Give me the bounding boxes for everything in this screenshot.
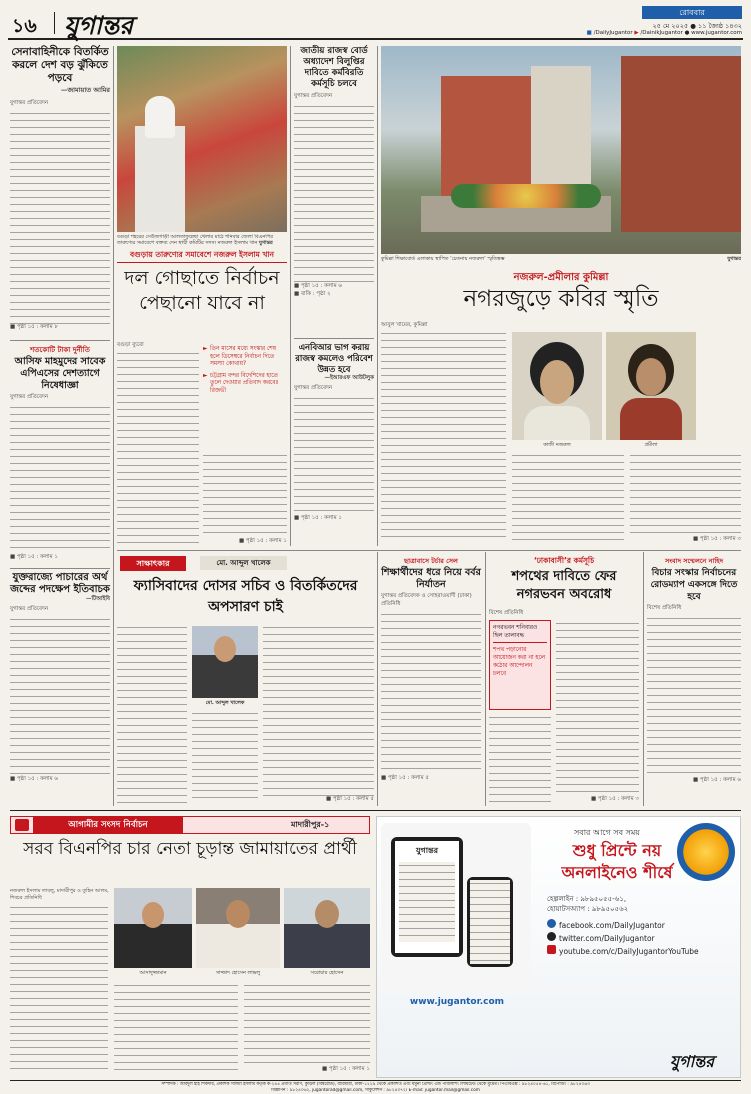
dhaka-highlight-box <box>489 620 551 710</box>
comilla-body-3 <box>630 452 741 534</box>
social-facebook[interactable]: /DailyJugantor <box>593 30 633 36</box>
interview-body-1 <box>117 624 187 804</box>
mid-story2 <box>294 342 374 546</box>
headline[interactable]: এনবিআর ভাগ করায় রাজস্ব কমলেও পরিবেশ উন্নত হবে <box>295 342 373 374</box>
divider <box>10 810 741 811</box>
bullet-1 <box>203 346 287 369</box>
dhaka-byline: বিশেষ প্রতিনিধি <box>489 610 524 616</box>
ad-tablet <box>391 837 463 957</box>
comilla-continued: ■ পৃষ্ঠা ১৫ : কলাম ৩ <box>692 536 741 542</box>
col1-story1 <box>10 46 110 338</box>
divider <box>10 568 110 569</box>
page-header <box>8 6 743 40</box>
dhaka-body-1 <box>489 714 551 804</box>
byline: যুগান্তর প্রতিবেদক ও সোহরাওয়ার্দী (ঢাকা) প্রতিনিধি <box>381 593 472 607</box>
promila-caption: প্রমীলা <box>644 442 658 448</box>
candidate-2 <box>196 888 280 968</box>
election-byline: নজরুল ইসলাম লাবলু, মাদারীপুর ও তুহিন আলম, শিবচর প্রতিনিধি <box>10 888 109 901</box>
face <box>142 902 164 928</box>
ad-social <box>547 919 737 958</box>
page-number: ১৬ <box>12 15 37 37</box>
nazrul-caption: কাজী নজরুল <box>543 442 571 448</box>
attribution: —ইআরএফ আউটলুক <box>324 375 374 381</box>
lead-byline: বগুড়া ব্যুরো <box>117 342 144 348</box>
banner-constituency: মাদারীপুর-১ <box>291 820 330 829</box>
byline: যুগান্তর প্রতিবেদন <box>10 606 49 612</box>
social-links <box>508 30 742 36</box>
ad-url[interactable]: www.jugantor.com <box>409 997 505 1007</box>
byline: বিশেষ প্রতিনিধি <box>647 605 682 611</box>
lead-photo <box>117 46 287 232</box>
body-text <box>294 103 374 283</box>
comilla-caption <box>381 256 741 262</box>
tablet-screen <box>395 841 459 953</box>
youtube-link[interactable]: youtube.com/c/DailyJugantorYouTube <box>559 947 699 956</box>
election-body-1 <box>10 904 108 1074</box>
body-text <box>647 615 741 777</box>
byline: যুগান্তর প্রতিবেদন <box>294 93 333 99</box>
headline[interactable]: আসিফ মাহমুদের সাবেক এপিএসের দেশত্যাগে নিষেধাজ্ঞা <box>14 356 106 391</box>
kicker: শতকোটি টাকা দুর্নীতি <box>30 346 90 354</box>
social-youtube[interactable]: /DainikJugantor <box>640 30 683 36</box>
globe-icon: ● <box>684 30 690 36</box>
byline: যুগান্তর প্রতিবেদন <box>10 394 49 400</box>
face <box>214 636 236 662</box>
candidate-3-name: সরোয়ার হোসেন <box>310 970 344 976</box>
body-text <box>10 110 110 324</box>
interview-photo-caption: মো. আব্দুল খালেক <box>205 700 245 706</box>
youtube-icon: ▶ <box>634 30 639 36</box>
online-advert[interactable] <box>376 816 741 1078</box>
comilla-headline[interactable]: নগরজুড়ে কবির স্মৃতি <box>463 286 659 312</box>
continued: ■ পৃষ্ঠা ১৫ : কলাম ৬ <box>10 776 59 782</box>
date-line: ২৫ মে ২০২৫ ● ১১ জ্যৈষ্ঠ ১৪৩২ <box>652 22 742 30</box>
ad-headline-1: শুধু প্রিন্টে নয় <box>572 841 662 860</box>
interview-body-3 <box>263 624 374 796</box>
column-rule <box>643 552 644 806</box>
candidate-3 <box>284 888 370 968</box>
wreaths <box>451 184 601 208</box>
column-rule <box>377 552 378 806</box>
column-rule <box>377 46 378 546</box>
photo-credit: যুগান্তর <box>259 240 273 247</box>
ad-hotline: হেল্পলাইন : ৯৮৯৫০৫৫-৬১, <box>547 895 627 903</box>
body-text <box>10 616 110 776</box>
body-text <box>381 611 481 775</box>
comilla-body-1 <box>381 330 506 542</box>
header-divider <box>54 12 55 34</box>
continued: ■ পৃষ্ঠা ১৫ : কলাম ৫ <box>381 775 430 781</box>
byline: যুগান্তর প্রতিবেদন <box>294 385 333 391</box>
comilla-byline: আবুল খায়ের, কুমিল্লা <box>381 322 428 328</box>
continued: ■ পৃষ্ঠা ১৫ : কলাম ৮ <box>10 324 59 330</box>
continued: ■ পৃষ্ঠা ১৫ : কলাম ৬ <box>294 283 343 289</box>
divider <box>294 338 374 339</box>
election-headline[interactable]: সরব বিএনপির চার নেতা চূড়ান্ত জামায়াতের প্রার্থী <box>23 839 357 859</box>
continued: ■ পৃষ্ঠা ১৫ : কলাম ৬ <box>692 777 741 783</box>
comilla-kicker: নজরুল-প্রমীলার কুমিল্লা <box>513 272 609 283</box>
ad-hotline-2: হোয়াটসঅ্যাপ : ৯৮৯৫০৫৬২ <box>547 905 629 913</box>
column-rule <box>290 46 291 546</box>
twitter-icon <box>547 932 556 941</box>
box-line-1: নগরভবন শনিবারও ছিল তালাবদ্ধ <box>493 624 547 643</box>
interview-name: মো. আব্দুল খালেক <box>200 556 287 570</box>
body <box>524 406 590 440</box>
twitter-link[interactable]: twitter.com/DailyJugantor <box>559 934 655 943</box>
col1-story2 <box>10 344 110 566</box>
interview-continued: ■ পৃষ্ঠা ১৫ : কলাম ৫ <box>325 796 374 802</box>
youtube-icon <box>547 945 556 954</box>
bullet-2 <box>203 373 287 396</box>
facebook-icon <box>547 919 556 928</box>
dhaka-kicker: ‘ঢাকাবাসী’র কর্মসূচি <box>533 556 595 565</box>
bullet-icon: ► <box>203 346 208 352</box>
candidate-2-name: সাজ্জাদ হোসেন লাভলু <box>215 970 261 976</box>
bullet-text: তিন মাসের মধ্যে সংস্কার শেষ হলে ডিসেম্বরে নির্বাচন দিতে সমস্যা কোথায়? <box>210 346 276 368</box>
interview-body-2 <box>192 710 258 804</box>
box-line-2: শপথ পড়ানোর আয়োজন করা না হলে কঠোর আন্দোলন চলবে <box>493 647 546 677</box>
right-story <box>647 556 741 806</box>
attribution: —জামায়াত আমির <box>60 86 110 94</box>
imprint-line-1: সম্পাদক : আবদুল হাই শিকদার, প্রকাশক সালমা ইসলাম কর্তৃক ক-২৪৪ প্রগতি সরণি, কুড়িল (বিশ্বরোড), বারিধারা, ঢাকা-১২২৯ থেকে প্রকাশিত এবং যমুনা প্রিন্টিং এন্ড পাবলিশিং লিমিটেড থেকে মুদ্রিত। পিএবিএক্স : ৯৮২৪০৫৪-৬১, রিপোর্টিং : ৯৮২৪০৬৩ <box>161 1082 590 1087</box>
interview-photo <box>192 626 258 698</box>
ballot-icon <box>15 819 29 831</box>
body-text <box>294 395 374 515</box>
day-badge: রোববার <box>642 6 742 19</box>
more-link[interactable]: ■ বাকি : পৃষ্ঠা ২ <box>294 291 331 297</box>
phone-screen <box>470 880 510 964</box>
headline[interactable]: যুক্তরাজ্যে পাচারের অর্থ জব্দের পদক্ষেপ ইতিবাচক <box>10 572 110 595</box>
lead-kicker: বগুড়ায় তারুণ্যের সমাবেশে নজরুল ইসলাম খান <box>117 250 287 263</box>
attribution: —টিআইবি <box>86 596 110 602</box>
headline[interactable]: বিচার সংস্কার নির্বাচনের রোডম্যাপ একসঙ্গে দিতে হবে <box>650 568 738 602</box>
imprint-footer <box>10 1080 741 1093</box>
headline[interactable]: জাতীয় রাজস্ব বোর্ড অধ্যাদেশ বিলুপ্তির দাবিতে কর্মবিরতি কর্মসূচি চলবে <box>300 46 368 89</box>
social-web[interactable]: www.jugantor.com <box>691 30 742 36</box>
election-body-2 <box>114 982 238 1074</box>
nazrul-portrait <box>512 332 602 440</box>
mid-story3 <box>381 556 481 806</box>
election-banner <box>10 816 370 834</box>
podium <box>135 126 185 232</box>
bullet-icon: ► <box>203 372 208 379</box>
bullet-text: চট্টগ্রাম বন্দর বিদেশিদের হাতে তুলে দেওয়ার প্রতিবাদ করবেঃ রিজভী <box>210 372 279 394</box>
facebook-icon: ■ <box>586 30 592 36</box>
face <box>636 358 666 396</box>
face <box>226 900 250 928</box>
photo-credit: যুগান্তর <box>727 256 741 262</box>
saree <box>620 398 682 440</box>
masthead-logo: যুগান্তর <box>64 11 134 40</box>
byline: যুগান্তর প্রতিবেদন <box>10 100 49 106</box>
kicker: ছাত্রাবাসে টর্চার সেল <box>404 557 458 565</box>
brick-building <box>621 56 741 232</box>
lead-continued: ■ পৃষ্ঠা ১৫ : কলাম ১ <box>238 538 287 544</box>
monument-photo <box>381 46 741 254</box>
promila-portrait <box>606 332 696 440</box>
imprint-line-2: বিজ্ঞাপন : ৯৮২৪০৬২, jugantorad@gmail.com, সার্কুলেশন : ৯৮২৪০৭২। E-mail: jugantor.mail@gmail.com <box>271 1087 480 1093</box>
comilla-body-2 <box>512 452 624 542</box>
speaker <box>145 96 175 138</box>
ad-twitter[interactable] <box>547 932 737 945</box>
caption-text: বগুড়া শহরের সেউজগাড়ী আলতাফুন্নেছা খেলার মাঠে শনিবার জেলা বিএনপির তারুণ্যের সমাবেশে বক্তব্য দেন স্থায়ী কমিটির সদস্য নজরুল ইসলাম খান <box>117 234 273 247</box>
dhaka-headline[interactable]: শপথের দাবিতে ফের নগরভবন অবরোধ <box>511 569 617 602</box>
headline[interactable]: শিক্ষার্থীদের ধরে নিয়ে বর্বর নির্যাতন <box>381 567 481 590</box>
col1-story3 <box>10 572 110 804</box>
interview-headline[interactable]: ফ্যাসিবাদের দোসর সচিব ও বিতর্কিতদের অপসারণ চাই <box>133 578 358 615</box>
column-rule <box>485 552 486 806</box>
lead-headline[interactable]: দল গোছাতে নির্বাচন পেছানো যাবে না <box>124 267 280 314</box>
body-text <box>10 404 110 554</box>
dhaka-continued: ■ পৃষ্ঠা ১৫ : কলাম ৩ <box>590 796 639 802</box>
ad-logo: যুগান্তর <box>669 1052 715 1071</box>
kicker: সংবাদ সম্মেলনে নাহিদ <box>664 557 724 565</box>
candidate-1 <box>114 888 192 968</box>
lead-body-col1 <box>117 350 199 546</box>
lead-body-col2 <box>203 452 287 538</box>
tablet-lines <box>399 862 455 942</box>
face <box>315 900 339 928</box>
lead-bullets <box>203 346 287 446</box>
interview-label: সাক্ষাৎকার <box>120 556 186 571</box>
dhaka-body-2 <box>556 620 639 796</box>
election-body-3 <box>244 982 370 1066</box>
facebook-link[interactable]: facebook.com/DailyJugantor <box>559 921 665 930</box>
banner-label: আগামীর সংসদ নির্বাচন <box>33 817 183 833</box>
continued: ■ পৃষ্ঠা ১৫ : কলাম ১ <box>10 554 59 560</box>
election-continued: ■ পৃষ্ঠা ১৫ : কলাম ১ <box>321 1066 370 1072</box>
ad-globe-badge <box>677 823 735 881</box>
mid-story1 <box>294 46 374 336</box>
divider <box>117 550 741 551</box>
caption-text: কুমিল্লা শিক্ষাবোর্ড এলাকায় স্থাপিত ‘চেতনায় নজরুল’ স্মৃতিস্তম্ভ <box>381 256 505 262</box>
face <box>540 360 574 404</box>
ad-youtube[interactable] <box>547 945 737 958</box>
ad-tag: সবার আগে সব সময় <box>573 828 641 837</box>
ad-phone <box>467 877 513 967</box>
lead-caption <box>117 234 287 247</box>
headline[interactable]: সেনাবাহিনীকে বিতর্কিত করলে দেশ বড় ঝুঁকিতে পড়বে <box>11 46 109 84</box>
continued: ■ পৃষ্ঠা ১৫ : কলাম ১ <box>294 515 343 521</box>
divider <box>10 340 110 341</box>
ad-facebook[interactable] <box>547 919 737 932</box>
column-rule <box>113 46 114 806</box>
candidate-1-name: আসাদুজ্জামান <box>139 970 167 976</box>
tablet-logo: যুগান্তর <box>415 845 439 855</box>
monument-wall <box>441 76 531 196</box>
ad-headline-2: অনলাইনেও শীর্ষে <box>561 863 673 882</box>
